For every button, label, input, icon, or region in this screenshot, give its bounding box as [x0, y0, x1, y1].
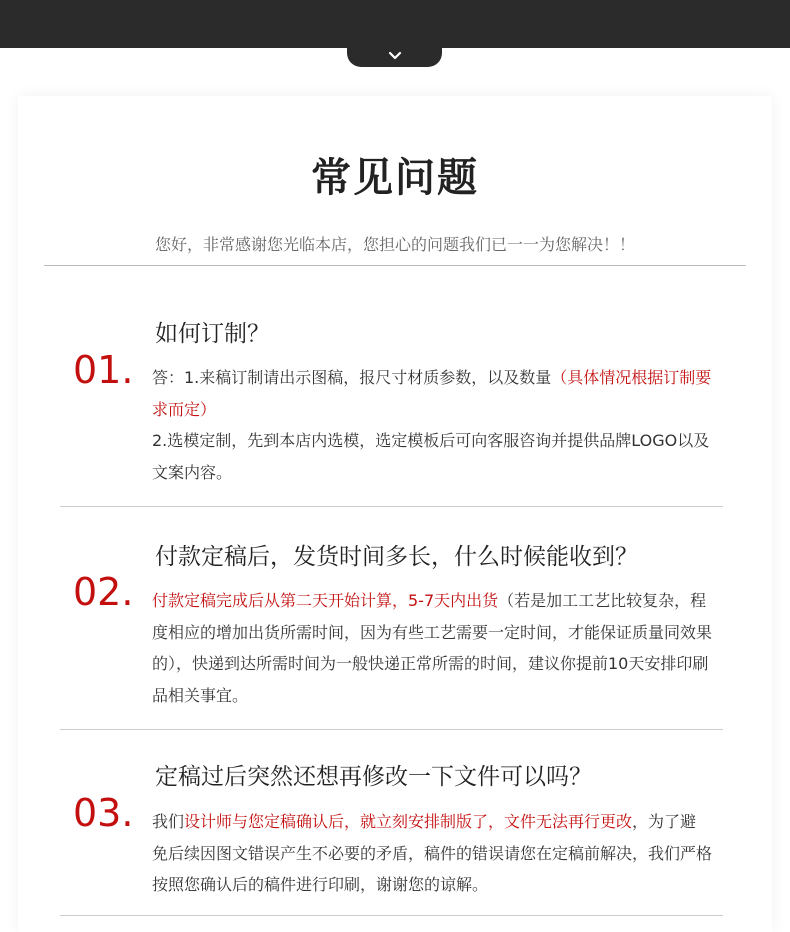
title-divider: [44, 265, 746, 266]
faq-question: 付款定稿后，发货时间多长，什么时候能收到？: [155, 544, 638, 570]
faq-divider: [60, 729, 723, 730]
answer-highlight: （具体情况根据订制要求而定）: [152, 368, 712, 419]
answer-text: （若是加工工艺比较复杂，程度相应的增加出货所需时间，因为有些工艺需要一定时间，才能保证质量同效果的），快递到达所需时间为一般快递正常所需的时间，建议你提前10天安排印刷品相关事宜。: [152, 591, 713, 705]
top-bar: [0, 0, 790, 48]
answer-text: 2.选模定制，先到本店内选模，选定模板后可向客服咨询并提供品牌LOGO以及文案内容。: [152, 431, 710, 482]
page-subtitle: 您好，非常感谢您光临本店，您担心的问题我们已一一为您解决！！: [154, 235, 635, 254]
answer-text: ，为了避免后续因图文错误产生不必要的矛盾，稿件的错误请您在定稿前解决，我们严格按照您确认后的稿件进行印刷，谢谢您的谅解。: [152, 812, 713, 894]
answer-highlight: 付款定稿完成后从第二天开始计算，5-7天内出货: [152, 591, 499, 610]
faq-number: 02.: [73, 570, 134, 614]
answer-text: 我们: [152, 812, 185, 831]
faq-divider: [60, 915, 723, 916]
chevron-down-icon: [388, 51, 402, 61]
page-title: 常见问题: [311, 155, 479, 201]
answer-highlight: 设计师与您定稿确认后，就立刻安排制版了，文件无法再行更改: [184, 812, 633, 831]
faq-answer: [152, 362, 712, 488]
faq-answer: [152, 585, 712, 711]
faq-question: 如何订制？: [155, 321, 270, 347]
faq-answer: [152, 806, 712, 901]
collapse-tab[interactable]: [347, 44, 442, 67]
faq-number: 01.: [73, 348, 134, 392]
answer-text: 答：1.来稿订制请出示图稿，报尺寸材质参数，以及数量: [152, 368, 552, 387]
faq-question: 定稿过后突然还想再修改一下文件可以吗？: [155, 764, 592, 790]
faq-divider: [60, 506, 723, 507]
faq-number: 03.: [73, 791, 134, 835]
